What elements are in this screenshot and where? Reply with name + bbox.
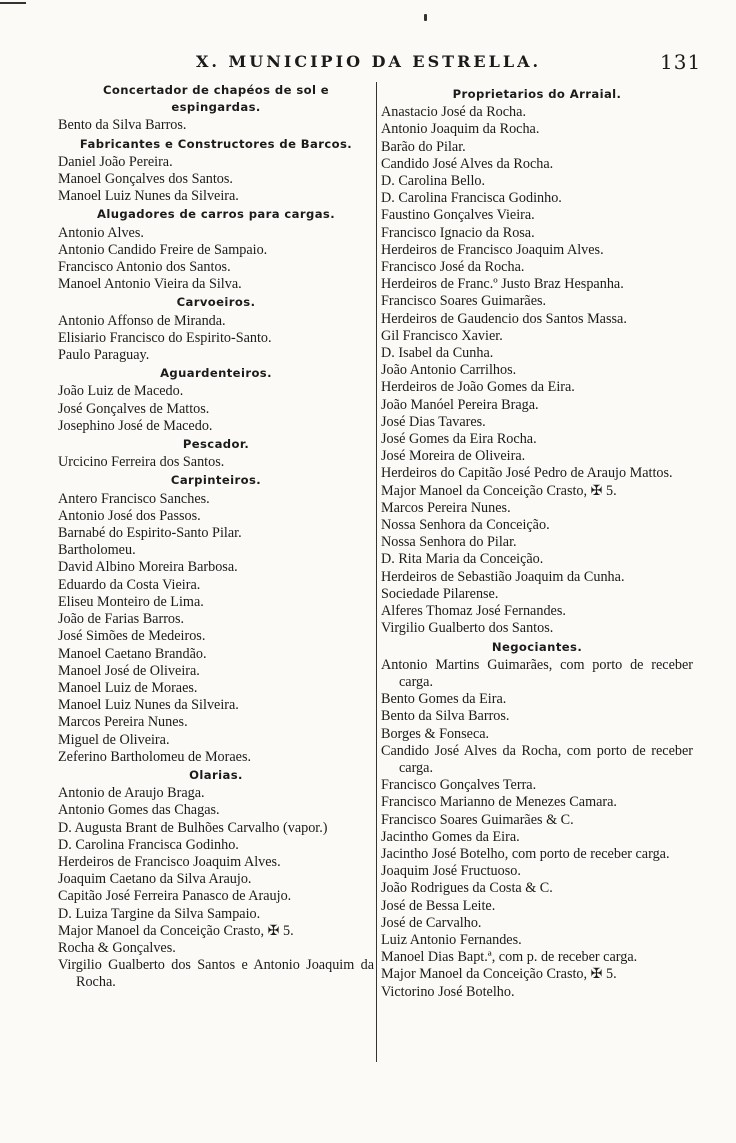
directory-entry: Manoel Dias Bapt.ª, com p. de receber carga. [381, 949, 638, 966]
directory-entry: Elisiario Francisco do Espirito-Santo. [58, 329, 272, 346]
directory-entry: Antero Francisco Sanches. [58, 490, 210, 507]
directory-entry: Herdeiros de Sebastião Joaquim da Cunha. [381, 568, 625, 585]
directory-entry: Candido José Alves da Rocha, com porto de receber carga. [381, 742, 693, 776]
directory-entry: Manoel Gonçalves dos Santos. [58, 171, 233, 188]
section-heading: Proprietarios do Arraial. [452, 87, 622, 101]
directory-entry: Bento da Silva Barros. [381, 708, 510, 725]
section-heading: Fabricantes e Constructores de Barcos. [79, 136, 353, 151]
directory-entry: Virgilio Gualberto dos Santos. [381, 620, 554, 637]
section-heading: Pescador. [182, 437, 250, 452]
directory-entry: Antonio de Araujo Braga. [58, 785, 205, 802]
directory-entry: Jacintho José Botelho, com porto de receber carga. [381, 845, 670, 862]
directory-entry: Antonio Gomes das Chagas. [58, 802, 220, 819]
directory-section [58, 206, 374, 293]
directory-entry: Antonio Martins Guimarães, com porto de receber carga. [381, 656, 693, 690]
directory-section [58, 472, 374, 765]
directory-entry: José Gomes da Eira Rocha. [381, 431, 537, 448]
directory-entry: Major Manoel da Conceição Crasto, ✠ 5. [58, 922, 294, 939]
directory-section [58, 365, 374, 435]
directory-entry: David Albino Moreira Barbosa. [58, 559, 238, 576]
directory-entry: Major Manoel da Conceição Crasto, ✠ 5. [381, 482, 617, 499]
directory-section [58, 436, 374, 471]
directory-entry: Marcos Pereira Nunes. [381, 499, 511, 516]
directory-entry: Herdeiros de João Gomes da Eira. [381, 379, 575, 396]
directory-entry: Major Manoel da Conceição Crasto, ✠ 5. [381, 966, 617, 983]
directory-entry: Manoel Luiz Nunes da Silveira. [58, 188, 239, 205]
column-divider [376, 82, 377, 1062]
section-heading: Olarias. [189, 767, 243, 782]
directory-entry: Antonio Candido Freire de Sampaio. [58, 241, 268, 258]
directory-entry: Eduardo da Costa Vieira. [58, 576, 201, 593]
directory-entry: Candido José Alves da Rocha. [381, 155, 554, 172]
directory-entry: D. Rita Maria da Conceição. [381, 551, 544, 568]
section-heading: Carvoeiros. [176, 295, 256, 310]
directory-entry: José Moreira de Oliveira. [381, 448, 526, 465]
directory-entry: Sociedade Pilarense. [381, 585, 499, 602]
directory-section [381, 639, 693, 1001]
directory-entry: Miguel de Oliveira. [58, 731, 170, 748]
directory-entry: Virgilio Gualberto dos Santos e Antonio Joaquim da Rocha. [58, 957, 374, 991]
directory-entry: Manoel Caetano Brandão. [58, 645, 207, 662]
section-heading: Alugadores de carros para cargas. [96, 207, 336, 222]
directory-entry: Jacintho Gomes da Eira. [381, 828, 520, 845]
directory-section [58, 136, 374, 206]
directory-entry: Daniel João Pereira. [58, 153, 173, 170]
directory-entry: Joaquim Caetano da Silva Araujo. [58, 871, 252, 888]
directory-entry: Antonio Joaquim da Rocha. [381, 121, 540, 138]
directory-entry: Victorino José Botelho. [381, 983, 515, 1000]
directory-entry: Manoel Luiz de Moraes. [58, 679, 198, 696]
directory-entry: Herdeiros de Gaudencio dos Santos Massa. [381, 310, 627, 327]
directory-entry: Francisco José da Rocha. [381, 259, 525, 276]
directory-entry: D. Isabel da Cunha. [381, 345, 494, 362]
directory-entry: Herdeiros de Francisco Joaquim Alves. [58, 853, 281, 870]
directory-entry: D. Luiza Targine da Silva Sampaio. [58, 905, 261, 922]
directory-entry: Luiz Antonio Fernandes. [381, 931, 522, 948]
directory-entry: Barão do Pilar. [381, 138, 466, 155]
directory-entry: Francisco Ignacio da Rosa. [381, 224, 535, 241]
directory-entry: José de Carvalho. [381, 914, 482, 931]
directory-entry: Herdeiros de Franc.º Justo Braz Hespanha. [381, 276, 624, 293]
directory-entry: Francisco Soares Guimarães. [381, 293, 547, 310]
page-number: 131 [660, 50, 702, 74]
directory-entry: D. Carolina Francisca Godinho. [58, 836, 239, 853]
directory-entry: Nossa Senhora da Conceição. [381, 517, 550, 534]
directory-section [381, 86, 693, 638]
directory-entry: Paulo Paraguay. [58, 347, 150, 364]
directory-entry: Francisco Soares Guimarães & C. [381, 811, 574, 828]
directory-entry: Antonio Alves. [58, 224, 144, 241]
directory-entry: Antonio Affonso de Miranda. [58, 312, 226, 329]
directory-entry: João de Farias Barros. [58, 611, 185, 628]
directory-entry: Francisco Gonçalves Terra. [381, 777, 537, 794]
directory-entry: Barnabé do Espirito-Santo Pilar. [58, 525, 242, 542]
right-column [381, 85, 693, 1001]
section-heading: Concertador de chapéos de sol e espingardas. [102, 83, 330, 115]
directory-entry: José Gonçalves de Mattos. [58, 400, 210, 417]
directory-entry: D. Carolina Bello. [381, 173, 486, 190]
section-heading: Negociantes. [491, 639, 583, 654]
directory-entry: Rocha & Gonçalves. [58, 939, 176, 956]
ink-mark [424, 14, 427, 21]
directory-entry: Bento Gomes da Eira. [381, 691, 507, 708]
directory-entry: José Simões de Medeiros. [58, 628, 206, 645]
directory-entry: João Rodrigues da Costa & C. [381, 880, 553, 897]
corner-rule [0, 2, 26, 4]
directory-entry: Alferes Thomaz José Fernandes. [381, 603, 566, 620]
directory-entry: Borges & Fonseca. [381, 725, 490, 742]
directory-entry: Bartholomeu. [58, 542, 136, 559]
directory-entry: Anastacio José da Rocha. [381, 104, 526, 121]
directory-entry: Herdeiros de Francisco Joaquim Alves. [381, 241, 604, 258]
directory-entry: D. Carolina Francisca Godinho. [381, 190, 562, 207]
directory-entry: Gil Francisco Xavier. [381, 327, 503, 344]
directory-entry: João Manóel Pereira Braga. [381, 396, 539, 413]
directory-entry: Manoel José de Oliveira. [58, 662, 200, 679]
directory-entry: Francisco Marianno de Menezes Camara. [381, 794, 617, 811]
directory-entry: Josephino José de Macedo. [58, 417, 213, 434]
directory-section [58, 294, 374, 364]
directory-entry: Zeferino Bartholomeu de Moraes. [58, 748, 252, 765]
directory-entry: Marcos Pereira Nunes. [58, 714, 188, 731]
left-column [58, 81, 374, 992]
directory-entry: João Antonio Carrilhos. [381, 362, 517, 379]
directory-entry: Nossa Senhora do Pilar. [381, 534, 517, 551]
directory-entry: Francisco Antonio dos Santos. [58, 259, 231, 276]
directory-entry: Faustino Gonçalves Vieira. [381, 207, 535, 224]
directory-entry: José de Bessa Leite. [381, 897, 496, 914]
section-heading: Carpinteiros. [170, 473, 262, 488]
directory-section [58, 767, 374, 992]
directory-entry: Urcicino Ferreira dos Santos. [58, 454, 225, 471]
directory-entry: Manoel Luiz Nunes da Silveira. [58, 697, 239, 714]
directory-entry: José Dias Tavares. [381, 413, 486, 430]
directory-entry: Herdeiros do Capitão José Pedro de Araujo Mattos. [381, 465, 673, 482]
section-heading: Aguardenteiros. [160, 366, 272, 381]
directory-entry: João Luiz de Macedo. [58, 383, 184, 400]
directory-entry: Bento da Silva Barros. [58, 117, 187, 134]
directory-entry: Antonio José dos Passos. [58, 507, 201, 524]
page-header [0, 52, 736, 78]
directory-entry: Capitão José Ferreira Panasco de Araujo. [58, 888, 292, 905]
page-title: X. MUNICIPIO DA ESTRELLA. [196, 52, 542, 71]
directory-section [58, 82, 374, 135]
directory-entry: Eliseu Monteiro de Lima. [58, 593, 204, 610]
directory-entry: D. Augusta Brant de Bulhões Carvalho (vapor.) [58, 819, 328, 836]
directory-entry: Joaquim José Fructuoso. [381, 863, 521, 880]
directory-entry: Manoel Antonio Vieira da Silva. [58, 276, 242, 293]
